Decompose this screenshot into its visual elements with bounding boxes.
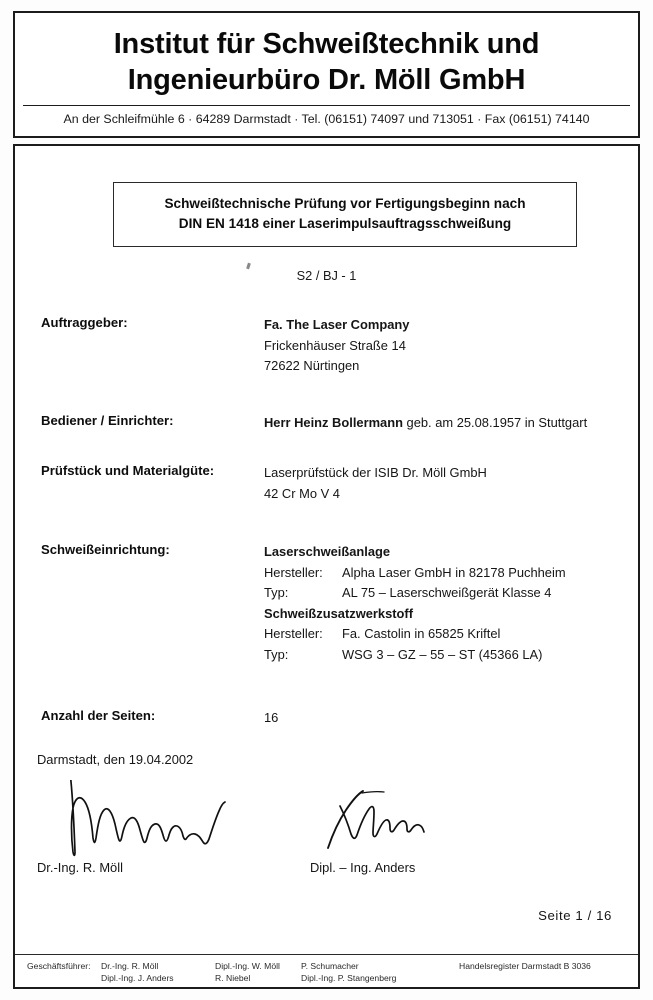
document-title-line-1: Schweißtechnische Prüfung vor Fertigungsbeginn nach [164,196,526,211]
filler-manufacturer-row [264,624,566,645]
footer-manager-3: Dipl.-Ing. W. Möll [215,961,280,971]
footer-managers-column-3 [301,961,396,984]
document-title-line-2: DIN EN 1418 einer Laserimpulsauftragsschweißung [178,216,512,231]
footer-manager-6: Dipl.-Ing. P. Stangenberg [301,972,397,983]
company-name-line-2: Ingenieurbüro Dr. Möll GmbH [127,64,526,96]
signature-block-right [310,780,460,875]
document-body [13,144,640,989]
welding-plant-heading: Laserschweißanlage [264,544,391,559]
filler-manufacturer-key: Hersteller: [264,626,323,641]
document-title-box [113,182,577,247]
welding-plant-type-row [264,583,566,604]
footer-managers-label: Geschäftsführer: [27,961,91,971]
footer-managers-column-1 [101,961,174,984]
date-line: Darmstadt, den 19.04.2002 [37,752,194,767]
welding-plant-manufacturer-row [264,563,566,584]
footer-commercial-register: Handelsregister Darmstadt B 3036 [459,961,591,971]
testpiece-material: 42 Cr Mo V 4 [264,485,340,501]
page-number: Seite 1 / 16 [538,908,612,923]
signature-block-left [37,780,247,875]
company-address-line: An der Schleifmühle 6 · 64289 Darmstadt · Tel. (06151) 74097 und 713051 · Fax (06151) 74140 [63,112,590,126]
footer-manager-2: Dipl.-Ing. J. Anders [101,972,174,983]
field-auftraggeber-values [264,315,409,377]
field-auftraggeber-label: Auftraggeber: [41,315,128,330]
filler-type-key: Typ: [264,646,289,662]
field-bediener-values [264,413,587,434]
signature-anders-image [310,780,460,858]
welding-plant-type-key: Typ: [264,585,289,600]
field-pruefstueck-values [264,463,487,504]
client-street: Frickenhäuser Straße 14 [264,337,406,353]
client-city: 72622 Nürtingen [264,358,360,373]
signature-moell-image [37,780,247,858]
operator-birth-info: geb. am 25.08.1957 in Stuttgart [402,415,588,430]
welding-plant-manufacturer-value: Alpha Laser GmbH in 82178 Puchheim [342,564,566,580]
footer-managers-column-2 [215,961,280,984]
footer [15,961,638,991]
signature-right-name: Dipl. – Ing. Anders [310,860,416,875]
operator-name: Herr Heinz Bollermann [264,415,403,430]
operator-line [264,413,587,434]
field-bediener-label: Bediener / Einrichter: [41,413,174,428]
filler-type-row [264,645,566,666]
testpiece-description: Laserprüfstück der ISIB Dr. Möll GmbH [264,465,487,480]
filler-manufacturer-value: Fa. Castolin in 65825 Kriftel [342,626,501,641]
client-company: Fa. The Laser Company [264,317,410,332]
letterhead-box [13,11,640,138]
footer-manager-4: R. Niebel [215,972,251,983]
field-schweisseinrichtung-values [264,542,566,665]
company-name-line-1: Institut für Schweißtechnik und [113,28,540,60]
welding-plant-type-value: AL 75 – Laserschweißgerät Klasse 4 [342,585,552,600]
page-count-value: 16 [264,710,279,725]
footer-divider [15,954,638,955]
filler-type-value: WSG 3 – GZ – 55 – ST (45366 LA) [342,646,543,662]
footer-manager-5: P. Schumacher [301,961,359,971]
filler-material-heading: Schweißzusatzwerkstoff [264,605,413,621]
welding-plant-manufacturer-key: Hersteller: [264,564,323,580]
signature-left-name: Dr.-Ing. R. Möll [37,860,123,875]
field-schweisseinrichtung-label: Schweißeinrichtung: [41,542,170,557]
field-pruefstueck-label: Prüfstück und Materialgüte: [41,463,215,478]
field-anzahl-der-seiten-values [264,708,278,729]
footer-manager-1: Dr.-Ing. R. Möll [101,961,159,971]
reference-number: S2 / BJ - 1 [296,268,357,283]
field-anzahl-der-seiten-label: Anzahl der Seiten: [41,708,156,723]
letterhead-divider [23,105,630,106]
